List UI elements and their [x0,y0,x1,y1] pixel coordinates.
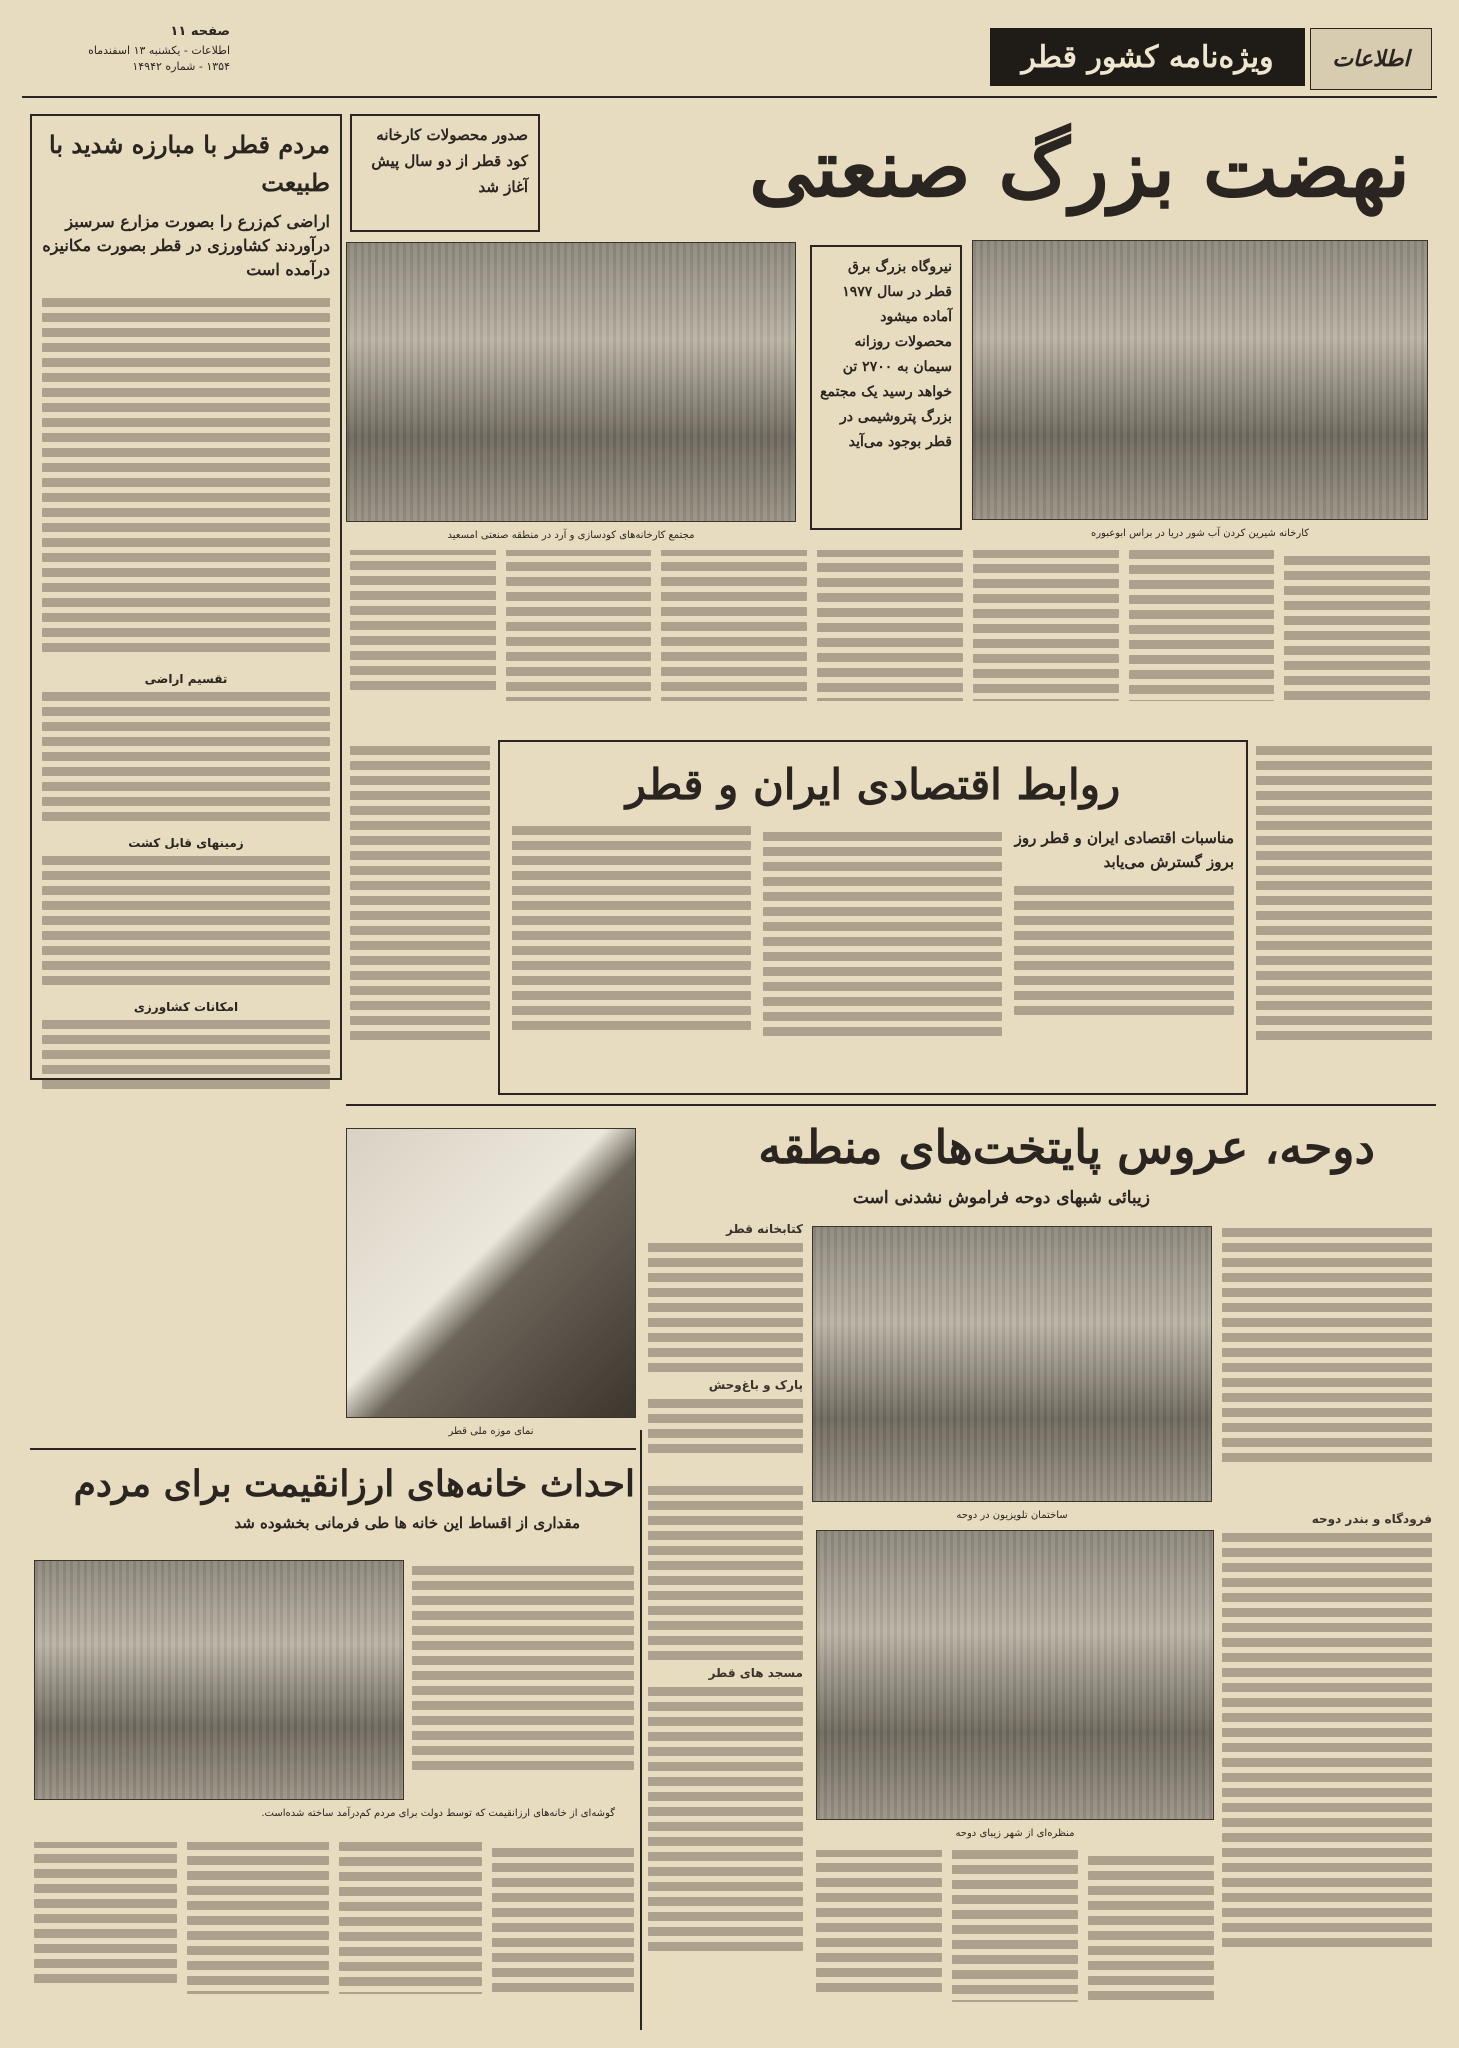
left-column-subheadline: اراضی کم‌زرع را بصورت مزارع سرسبز درآوردند کشاورزی در قطر بصورت مکانیزه درآمده است [42,212,330,279]
left-column-headline: مردم قطر با مبارزه شدید با طبیعت [49,130,330,197]
special-issue-banner [990,28,1305,86]
left-section-arable-land: زمینهای قابل کشت [128,836,244,850]
housing-photo [34,1560,615,1819]
housing-bottom-columns [34,1842,634,2027]
doha-city-photo [816,1530,1214,1839]
economic-relations-box [498,740,1248,1095]
museum-caption: نمای موزه ملی قطر [448,1426,534,1437]
left-section-farming-facilities: امکانات کشاورزی [133,1000,239,1014]
header-rule [22,96,1437,98]
page-number: صفحه ۱۱ [170,24,230,39]
economic-relations-headline: روابط اقتصادی ایران و قطر [625,760,1121,809]
doha-section-mosque: مسجد های قطر [708,1666,803,1680]
housing-top-rule [30,1448,636,1450]
industry-side-columns-right [1256,740,1432,1095]
fertilizer-plant-photo [346,242,796,541]
tv-building-caption: ساختمان تلویزیون در دوحه [956,1510,1068,1521]
economic-relations-subheadline: مناسبات اقتصادی ایران و قطر روز بروز گسترش می‌یابد [1014,829,1234,871]
housing-subheadline: مقداری از اقساط این خانه ها طی فرمانی بخشوده شد [234,1514,580,1532]
economic-relations-body-2 [512,826,1002,1076]
doha-bottom-columns [816,1850,1214,2025]
doha-city-caption: منظره‌ای از شهر زیبای دوحه [955,1828,1075,1839]
left-column-body-1 [42,292,330,672]
fertilizer-exports-text: صدور محصولات کارخانه کود قطر از دو سال پیش آغاز شد [371,126,528,196]
power-plant-text: نیروگاه بزرگ برق قطر در سال ۱۹۷۷ آماده میشود محصولات روزانه سیمان به ۲۷۰۰ تن خواهد رسید یک مجتمع بزرگ پتروشیمی در قطر بوجود می‌آید [820,259,952,450]
desalination-plant-photo [972,240,1428,539]
date-line: اطلاعات - یکشنبه ۱۳ اسفندماه [88,44,230,57]
doha-right-text [1222,1222,1432,1502]
fertilizer-exports-box [350,114,540,232]
left-column-body-4 [42,1014,330,1104]
special-issue-title: ویژه‌نامه کشور قطر [1021,39,1274,75]
doha-section-park: پارک و باغ‌وحش [708,1378,803,1392]
housing-right-column [412,1560,634,1810]
left-column-body-2 [42,686,330,836]
doha-left-text [648,1222,803,1472]
newspaper-logo: اطلاعات [1310,28,1432,90]
issue-line: ۱۳۵۴ - شماره ۱۴۹۴۲ [132,60,230,73]
mid-rule [346,1104,1436,1106]
industry-body-columns [350,550,1430,730]
economic-relations-body-1 [1014,880,1234,1030]
housing-photo-caption: گوشه‌ای از خانه‌های ارزانقیمت که توسط دولت برای مردم کم‌درآمد ساخته شده‌است. [261,1808,615,1819]
doha-right-text-2 [1222,1512,1432,2022]
doha-headline: دوحه، عروس پایتخت‌های منطقه [758,1120,1375,1174]
left-section-land-division: تقسیم اراضی [144,672,228,686]
left-column-body-3 [42,850,330,1000]
housing-headline: احداث خانه‌های ارزانقیمت برای مردم [73,1463,635,1505]
fertilizer-plant-caption: مجتمع کارخانه‌های کودسازی و آرد در منطقه صنعتی امسعید [447,530,695,541]
power-plant-box [810,245,962,530]
left-column-story [30,114,342,1080]
industry-side-columns-left [350,740,490,1095]
doha-section-airport: فرودگاه و بندر دوحه [1311,1512,1432,1526]
main-headline: نهضت بزرگ صنعتی [749,121,1410,215]
doha-column-middle [648,1480,803,2020]
tv-building-photo [812,1226,1212,1521]
desalination-plant-caption: کارخانه شیرین کردن آب شور دریا در براس ابوعبوره [1090,528,1310,539]
doha-subheadline: زیبائی شبهای دوحه فراموش نشدنی است [852,1188,1150,1208]
doha-housing-divider [640,1430,642,2030]
doha-section-library: کتابخانه قطر [725,1222,803,1236]
museum-photo [346,1128,636,1437]
